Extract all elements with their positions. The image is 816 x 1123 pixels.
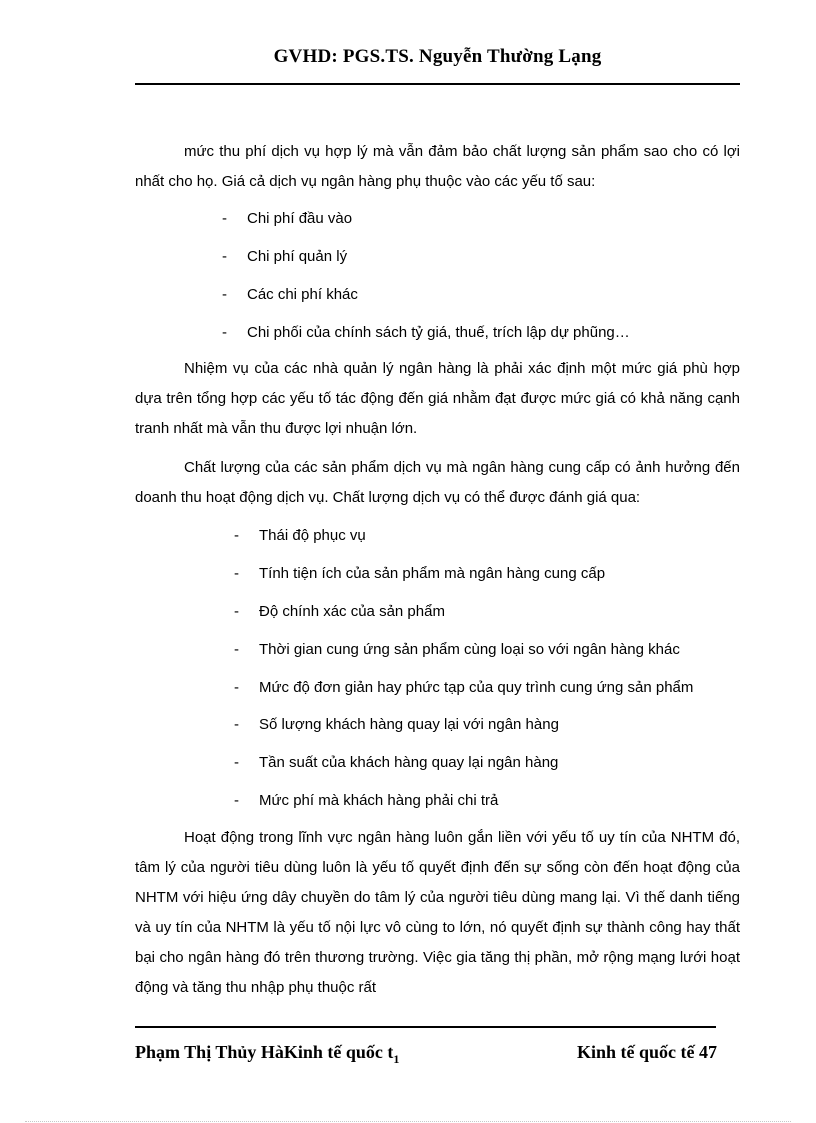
- list-item-text: Tần suất của khách hàng quay lại ngân hàng: [259, 754, 559, 771]
- list-bullet: -: [234, 603, 239, 620]
- list-item-text: Chi phối của chính sách tỷ giá, thuế, trích lập dự phũng…: [247, 324, 630, 341]
- list-bullet: -: [234, 679, 239, 696]
- list-item: [234, 602, 445, 622]
- list-bullet: -: [234, 792, 239, 809]
- list-bullet: -: [234, 527, 239, 544]
- list-bullet: -: [222, 286, 227, 303]
- paragraph-reputation: Hoạt động trong lĩnh vực ngân hàng luôn gắn liền với yếu tố uy tín của NHTM đó, tâm lý của người tiêu dùng luôn là yếu tố quyết định đến sự sống còn đến hoạt động của NHTM với hiệu ứng dây chuyền do tâm lý của người tiêu dùng mang lại. Vì thế danh tiếng và uy tín của NHTM là yếu tố nội lực vô cùng to lớn, nó quyết định sự thành công hay thất bại cho ngân hàng đó trên thương trường. Việc gia tăng thị phần, mở rộng mạng lưới hoạt động và tăng thu nhập phụ thuộc rất: [135, 829, 740, 996]
- list-item-text: Số lượng khách hàng quay lại với ngân hàng: [259, 716, 559, 733]
- list-item-text: Độ chính xác của sản phẩm: [259, 603, 445, 620]
- footer-author: [135, 1042, 399, 1067]
- list-item: [234, 791, 498, 811]
- list-bullet: -: [222, 324, 227, 341]
- paragraph-price-intro: mức thu phí dịch vụ hợp lý mà vẫn đảm bảo chất lượng sản phẩm sao cho có lợi nhất cho họ. Giá cả dịch vụ ngân hàng phụ thuộc vào các yếu tố sau:: [135, 143, 740, 190]
- page-bottom-border: [25, 1121, 791, 1122]
- paragraph-manager-task: Nhiệm vụ của các nhà quản lý ngân hàng là phải xác định một mức giá phù hợp dựa trên tổng hợp các yếu tố tác động đến giá nhằm đạt được mức giá có khả năng cạnh tranh nhất mà vẫn thu được lợi nhuận lớn.: [135, 360, 740, 437]
- list-item: [234, 753, 558, 773]
- footer-author-subscript: 1: [393, 1052, 400, 1066]
- list-bullet: -: [234, 565, 239, 582]
- list-item: [222, 209, 352, 229]
- list-item: [222, 323, 630, 343]
- list-item: [234, 526, 366, 546]
- list-item: [234, 678, 693, 698]
- list-item: [234, 715, 559, 735]
- list-bullet: -: [234, 716, 239, 733]
- list-item-text: Thái độ phục vụ: [259, 527, 366, 544]
- list-bullet: -: [234, 754, 239, 771]
- list-item-text: Chi phí đầu vào: [247, 210, 353, 227]
- footer-author-text: Phạm Thị Thủy HàKinh tế quốc t: [135, 1042, 394, 1062]
- list-item-text: Chi phí quản lý: [247, 248, 348, 265]
- footer-divider: [135, 1026, 716, 1028]
- paragraph-quality-intro: Chất lượng của các sản phẩm dịch vụ mà ngân hàng cung cấp có ảnh hưởng đến doanh thu hoạt động dịch vụ. Chất lượng dịch vụ có thể được đánh giá qua:: [135, 459, 740, 506]
- page-header-title: GVHD: PGS.TS. Nguyễn Thường Lạng: [273, 46, 602, 67]
- list-item: [234, 564, 605, 584]
- footer-page-label: Kinh tế quốc tế 47: [577, 1042, 718, 1062]
- header-divider: [135, 83, 740, 85]
- list-item-text: Tính tiện ích của sản phẩm mà ngân hàng cung cấp: [259, 565, 606, 582]
- list-item-text: Mức phí mà khách hàng phải chi trả: [259, 792, 499, 809]
- list-bullet: -: [234, 641, 239, 658]
- list-item: [234, 640, 680, 660]
- list-item-text: Các chi phí khác: [247, 286, 358, 303]
- list-bullet: -: [222, 210, 227, 227]
- list-item-text: Mức độ đơn giản hay phức tạp của quy trình cung ứng sản phẩm: [259, 679, 694, 696]
- list-bullet: -: [222, 248, 227, 265]
- list-item: [222, 247, 347, 267]
- list-item-text: Thời gian cung ứng sản phẩm cùng loại so với ngân hàng khác: [259, 641, 680, 658]
- list-item: [222, 285, 358, 305]
